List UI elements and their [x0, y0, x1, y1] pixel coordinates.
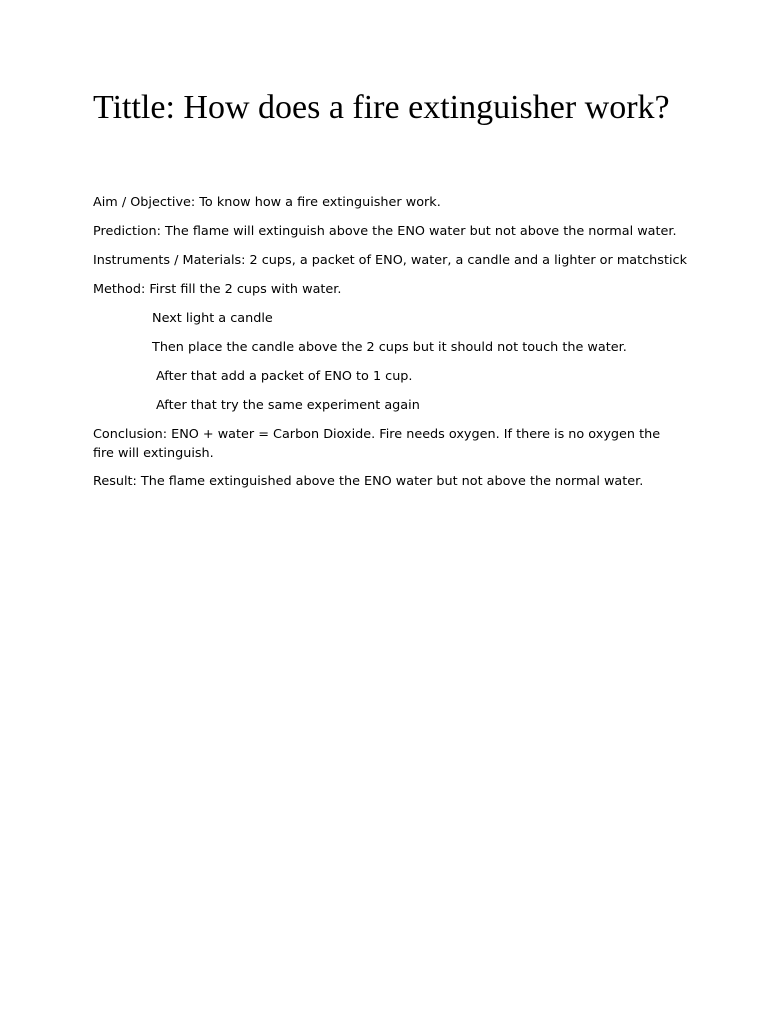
document-title: Tittle: How does a fire extinguisher work? [93, 89, 670, 126]
method-step: After that try the same experiment again [156, 398, 420, 413]
method-step: Then place the candle above the 2 cups but it should not touch the water. [152, 340, 627, 355]
method-step: Next light a candle [152, 311, 273, 326]
result-line: Result: The flame extinguished above the ENO water but not above the normal water. [93, 474, 644, 489]
aim-line: Aim / Objective: To know how a fire extinguisher work. [93, 195, 441, 210]
method-step: After that add a packet of ENO to 1 cup. [156, 369, 413, 384]
method-line: Method: First fill the 2 cups with water. [93, 282, 342, 297]
instruments-line: Instruments / Materials: 2 cups, a packet of ENO, water, a candle and a lighter or matchstick [93, 253, 687, 268]
prediction-line: Prediction: The flame will extinguish above the ENO water but not above the normal water. [93, 224, 677, 239]
conclusion-paragraph: Conclusion: ENO + water = Carbon Dioxide. Fire needs oxygen. If there is no oxygen the fire will extinguish. [93, 427, 661, 461]
